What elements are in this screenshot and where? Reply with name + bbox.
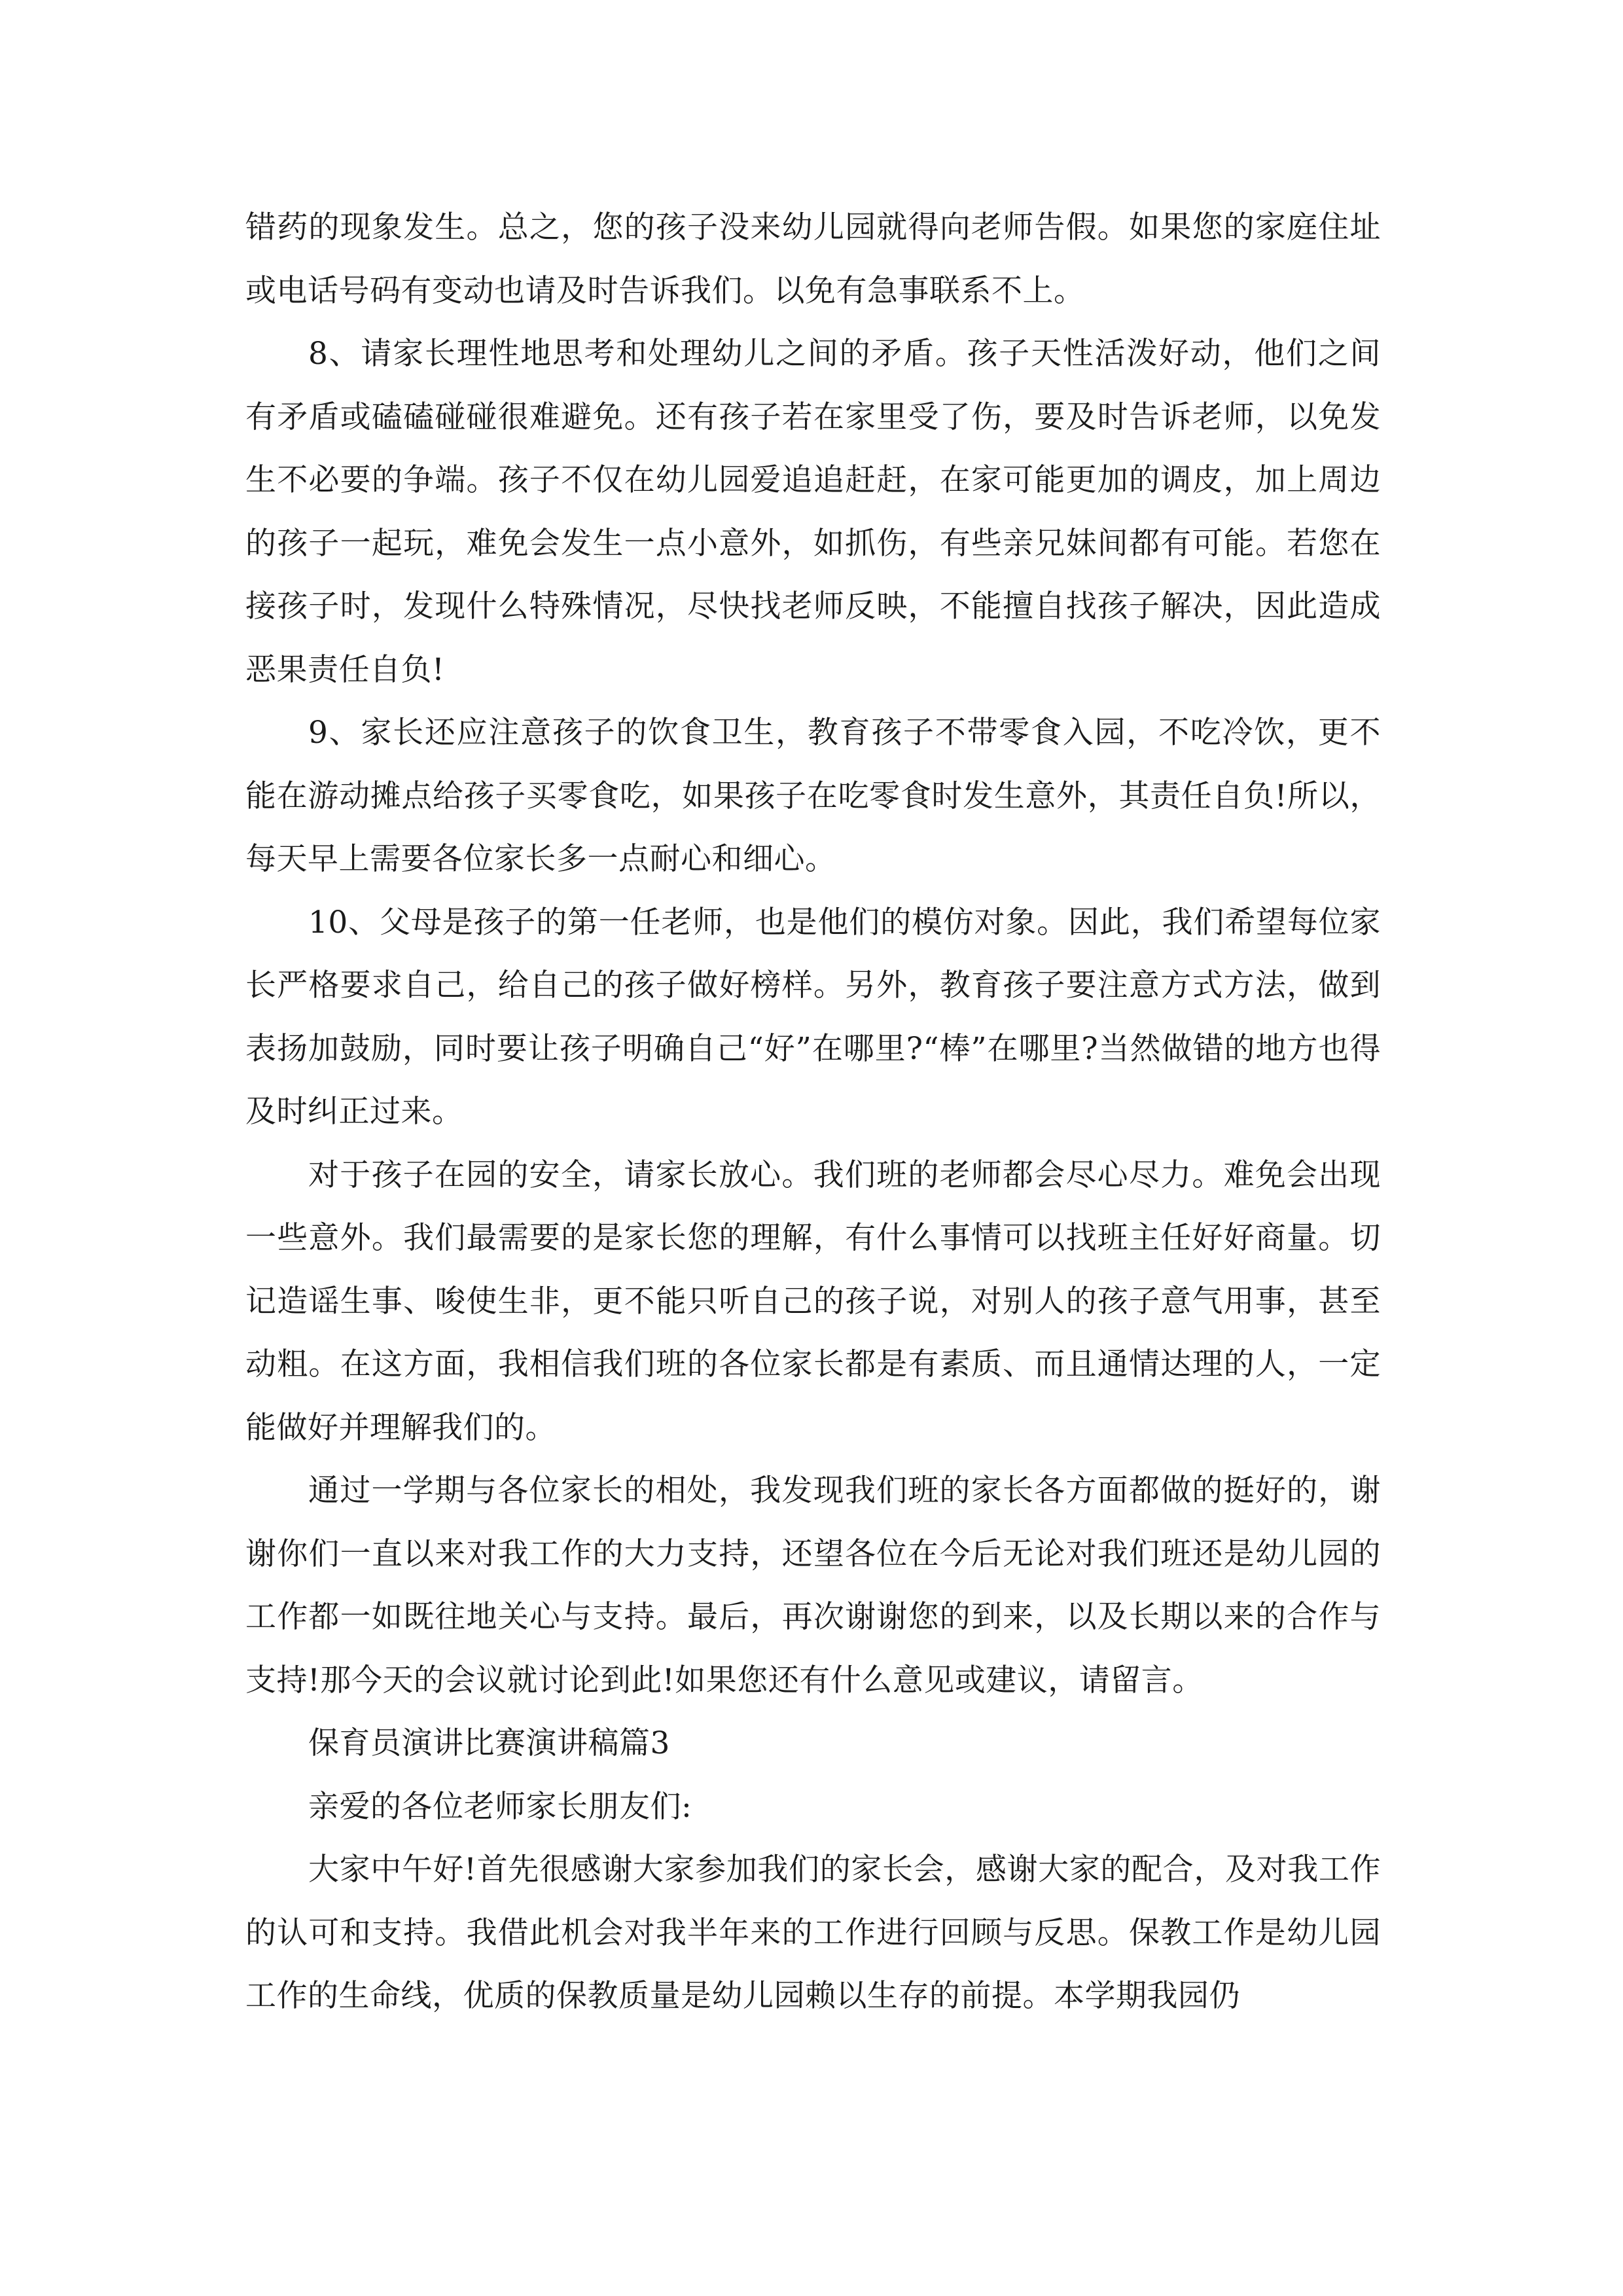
paragraph-thanks: 通过一学期与各位家长的相处，我发现我们班的家长各方面都做的挺好的，谢谢你们一直以来对我工作的大力支持，还望各位在今后无论对我们班还是幼儿园的工作都一如既往地关心与支持。最后，再次谢谢您的到来，以及长期以来的合作与支持!那今天的会议就讨论到此!如果您还有什么意见或建议，请留言。: [245, 1473, 1381, 1698]
salutation: 亲爱的各位老师家长朋友们:: [308, 1788, 692, 1825]
paragraph-item-9: 9、家长还应注意孩子的饮食卫生，教育孩子不带零食入园，不吃冷饮，更不能在游动摊点给孩子买零食吃，如果孩子在吃零食时发生意外，其责任自负!所以，每天早上需要各位家长多一点耐心和细心。: [245, 715, 1381, 877]
paragraph-item-10: 10、父母是孩子的第一任老师，也是他们的模仿对象。因此，我们希望每位家长严格要求自己，给自己的孩子做好榜样。另外，教育孩子要注意方式方法，做到表扬加鼓励，同时要让孩子明确自己“好”在哪里?“棒”在哪里?当然做错的地方也得及时纠正过来。: [245, 904, 1381, 1130]
paragraph-continuation: 错药的现象发生。总之，您的孩子没来幼儿园就得向老师告假。如果您的家庭住址或电话号码有变动也请及时告诉我们。以免有急事联系不上。: [245, 209, 1381, 309]
paragraph-safety: 对于孩子在园的安全，请家长放心。我们班的老师都会尽心尽力。难免会出现一些意外。我们最需要的是家长您的理解，有什么事情可以找班主任好好商量。切记造谣生事、唆使生非，更不能只听自己的孩子说，对别人的孩子意气用事，甚至动粗。在这方面，我相信我们班的各位家长都是有素质、而且通情达理的人，一定能做好并理解我们的。: [245, 1157, 1381, 1446]
section-heading: 保育员演讲比赛演讲稿篇3: [308, 1725, 670, 1761]
paragraph-greeting: 大家中午好!首先很感谢大家参加我们的家长会，感谢大家的配合，及对我工作的认可和支持。我借此机会对我半年来的工作进行回顾与反思。保教工作是幼儿园工作的生命线，优质的保教质量是幼儿园赖以生存的前提。本学期我园仍: [245, 1852, 1381, 2014]
document-body: [245, 196, 1381, 2028]
paragraph-item-8: 8、请家长理性地思考和处理幼儿之间的矛盾。孩子天性活泼好动，他们之间有矛盾或磕磕碰碰很难避免。还有孩子若在家里受了伤，要及时告诉老师，以免发生不必要的争端。孩子不仅在幼儿园爱追追赶赶，在家可能更加的调皮，加上周边的孩子一起玩，难免会发生一点小意外，如抓伤，有些亲兄妹间都有可能。若您在接孩子时，发现什么特殊情况，尽快找老师反映，不能擅自找孩子解决，因此造成恶果责任自负!: [245, 336, 1381, 688]
